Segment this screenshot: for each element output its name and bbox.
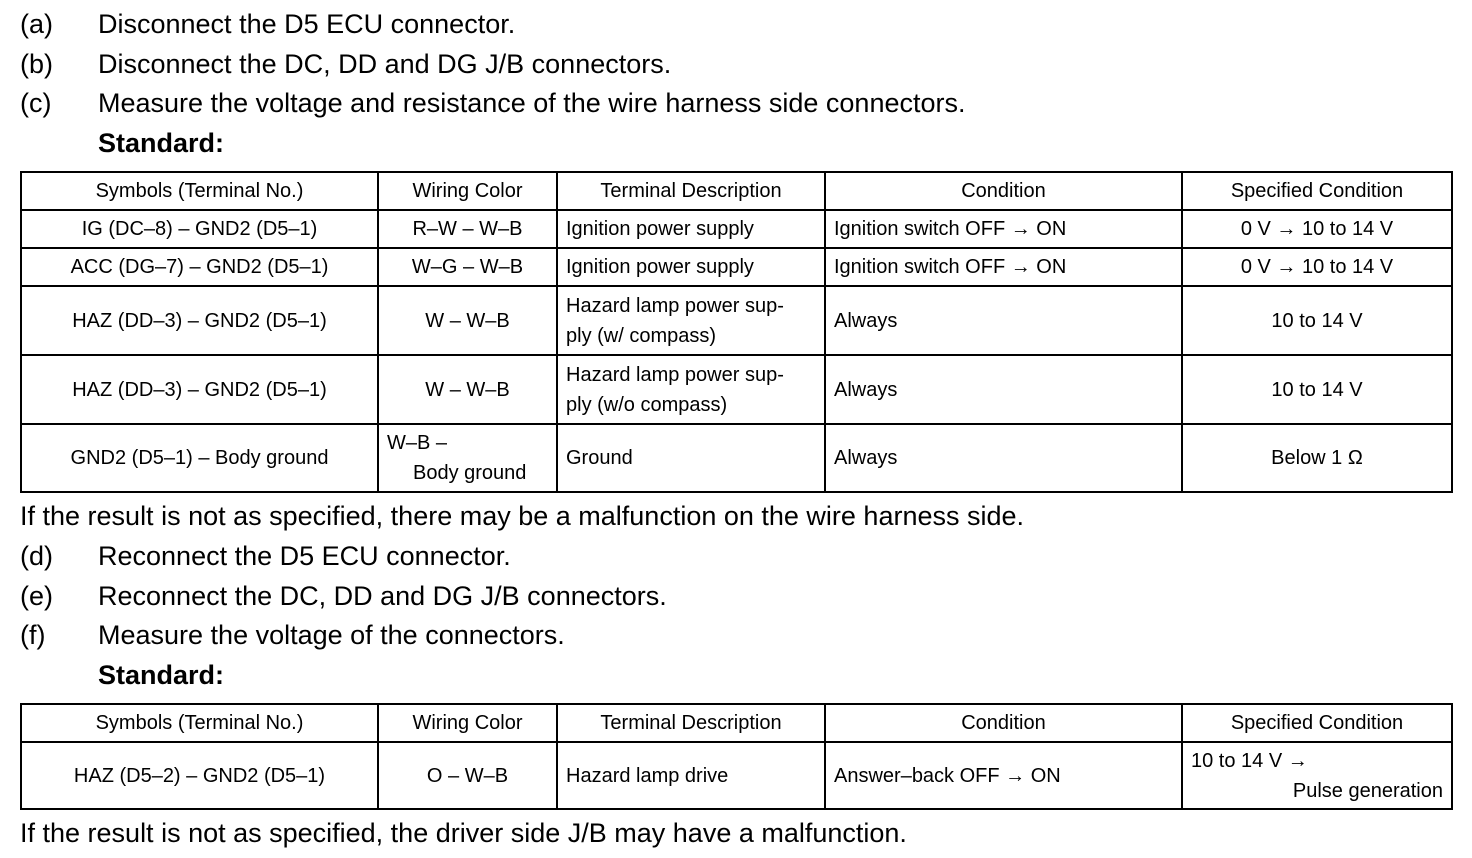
cell-spec: 10 to 14 V: [1182, 286, 1452, 355]
table-row: [21, 210, 1452, 248]
step-letter: (b): [20, 49, 53, 79]
cell-wiring: W – W–B: [378, 355, 557, 424]
cell-symbol: ACC (DG–7) – GND2 (D5–1): [21, 248, 378, 286]
header-condition: Condition: [825, 172, 1182, 210]
table-row: [21, 424, 1452, 492]
cell-condition: Ignition switch OFF → ON: [825, 248, 1182, 286]
cell-desc: Ignition power supply: [557, 248, 825, 286]
cell-desc: [557, 286, 825, 355]
standard-label-1: Standard:: [98, 128, 225, 158]
cell-condition: Answer–back OFF → ON: [825, 742, 1182, 809]
step-b: [20, 48, 671, 80]
step-d: [20, 540, 511, 572]
step-text: Measure the voltage and resistance of the wire harness side connectors.: [98, 88, 966, 118]
cell-wiring: O – W–B: [378, 742, 557, 809]
cell-desc-line: Hazard lamp power sup-: [566, 363, 784, 386]
cell-symbol: GND2 (D5–1) – Body ground: [21, 424, 378, 492]
table-row: [21, 355, 1452, 424]
cell-symbol: HAZ (DD–3) – GND2 (D5–1): [21, 286, 378, 355]
step-letter: (d): [20, 541, 53, 571]
step-letter: (a): [20, 9, 53, 39]
table-row: [21, 742, 1452, 809]
table-header-row: [21, 704, 1452, 742]
cell-spec: 10 to 14 V: [1182, 355, 1452, 424]
cell-wiring: R–W – W–B: [378, 210, 557, 248]
standard-table-1: [20, 171, 1453, 493]
result-note-2: If the result is not as specified, the driver side J/B may have a malfunction.: [20, 818, 907, 848]
header-wiring-color: Wiring Color: [378, 172, 557, 210]
header-terminal-description: Terminal Description: [557, 172, 825, 210]
step-letter: (f): [20, 620, 46, 650]
step-letter: (e): [20, 581, 53, 611]
cell-condition: Ignition switch OFF → ON: [825, 210, 1182, 248]
cell-desc: Ignition power supply: [557, 210, 825, 248]
step-e: [20, 580, 667, 612]
cell-desc: Hazard lamp drive: [557, 742, 825, 809]
cell-spec-line: Pulse generation: [1292, 779, 1443, 802]
step-text: Reconnect the DC, DD and DG J/B connectors.: [98, 581, 667, 611]
table-header-row: [21, 172, 1452, 210]
cell-desc-line: ply (w/ compass): [566, 324, 717, 347]
step-text: Disconnect the D5 ECU connector.: [98, 9, 516, 39]
result-note-1: If the result is not as specified, there may be a malfunction on the wire harness side.: [20, 501, 1025, 531]
standard-table-2: [20, 703, 1453, 810]
step-text: Reconnect the D5 ECU connector.: [98, 541, 511, 571]
cell-spec: 0 V → 10 to 14 V: [1182, 248, 1452, 286]
cell-wiring: W – W–B: [378, 286, 557, 355]
cell-wiring: [378, 424, 557, 492]
cell-spec: [1182, 742, 1452, 809]
cell-spec-line: 10 to 14 V →: [1191, 749, 1308, 772]
header-symbols: Symbols (Terminal No.): [21, 704, 378, 742]
cell-spec: Below 1 Ω: [1182, 424, 1452, 492]
table-row: [21, 248, 1452, 286]
step-text: Measure the voltage of the connectors.: [98, 620, 565, 650]
header-specified-condition: Specified Condition: [1182, 704, 1452, 742]
cell-symbol: HAZ (DD–3) – GND2 (D5–1): [21, 355, 378, 424]
step-f: [20, 619, 565, 651]
header-terminal-description: Terminal Description: [557, 704, 825, 742]
header-condition: Condition: [825, 704, 1182, 742]
cell-wiring-line: Body ground: [413, 462, 527, 484]
cell-symbol: IG (DC–8) – GND2 (D5–1): [21, 210, 378, 248]
cell-desc-line: ply (w/o compass): [566, 393, 728, 416]
step-text: Disconnect the DC, DD and DG J/B connectors.: [98, 49, 672, 79]
cell-spec: 0 V → 10 to 14 V: [1182, 210, 1452, 248]
step-letter: (c): [20, 88, 52, 118]
standard-label-2: Standard:: [98, 660, 225, 690]
step-c: [20, 87, 965, 119]
step-a: [20, 8, 515, 40]
header-symbols: Symbols (Terminal No.): [21, 172, 378, 210]
cell-desc: Ground: [557, 424, 825, 492]
cell-desc-line: Hazard lamp power sup-: [566, 294, 784, 317]
header-wiring-color: Wiring Color: [378, 704, 557, 742]
cell-desc: [557, 355, 825, 424]
cell-condition: Always: [825, 286, 1182, 355]
cell-symbol: HAZ (D5–2) – GND2 (D5–1): [21, 742, 378, 809]
cell-condition: Always: [825, 424, 1182, 492]
table-row: [21, 286, 1452, 355]
cell-condition: Always: [825, 355, 1182, 424]
header-specified-condition: Specified Condition: [1182, 172, 1452, 210]
cell-wiring-line: W–B –: [387, 432, 448, 454]
cell-wiring: W–G – W–B: [378, 248, 557, 286]
